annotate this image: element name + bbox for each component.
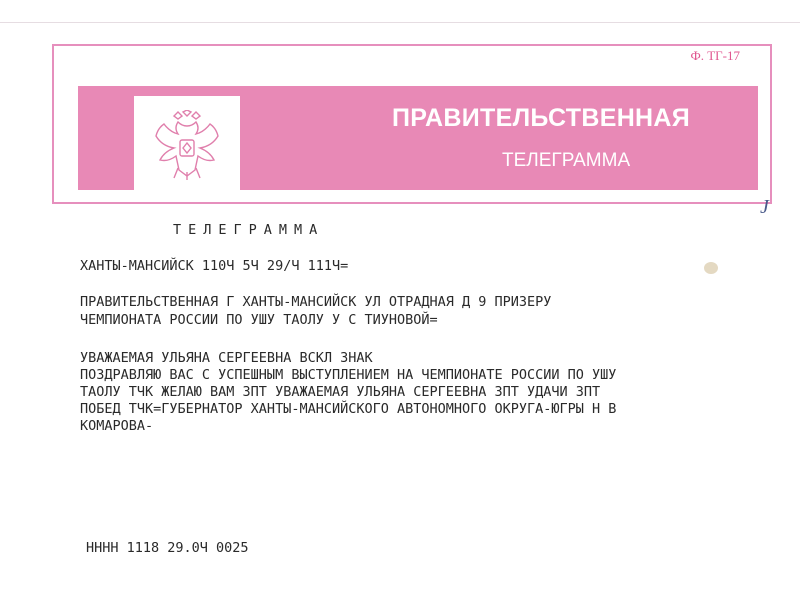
emblem-panel [134,96,240,194]
body-line: ПОЗДРАВЛЯЮ ВАС С УСПЕШНЫМ ВЫСТУПЛЕНИЕМ НА ЧЕМПИОНАТЕ РОССИИ ПО УШУ [80,367,617,383]
body-line: КОМАРОВА- [80,418,154,434]
banner-title: ПРАВИТЕЛЬСТВЕННАЯ [392,104,691,132]
footer-line: НННН 1118 29.0Ч 0025 [86,540,249,556]
origin-line: ХАНТЫ-МАНСИЙСК 110Ч 5Ч 29/Ч 111Ч= [80,258,349,274]
coat-of-arms-emblem-icon [152,110,222,182]
address-line: ПРАВИТЕЛЬСТВЕННАЯ Г ХАНТЫ-МАНСИЙСК УЛ ОТРАДНАЯ Д 9 ПРИЗЕРУ [80,294,552,310]
page-top-rule [0,22,800,23]
handwritten-mark: J [760,196,769,218]
body-line: ТАОЛУ ТЧК ЖЕЛАЮ ВАМ ЗПТ УВАЖАЕМАЯ УЛЬЯНА СЕРГЕЕВНА ЗПТ УДАЧИ ЗПТ [80,384,601,400]
body-line: ПОБЕД ТЧК=ГУБЕРНАТОР ХАНТЫ-МАНСИЙСКОГО АВТОНОМНОГО ОКРУГА-ЮГРЫ Н В [80,401,617,417]
banner-subtitle: ТЕЛЕГРАММА [502,150,631,171]
address-line: ЧЕМПИОНАТА РОССИИ ПО УШУ ТАОЛУ У С ТИУНОВОЙ= [80,312,438,328]
paper-smudge [704,262,718,274]
form-code: Ф. ТГ-17 [690,48,740,63]
body-line: УВАЖАЕМАЯ УЛЬЯНА СЕРГЕЕВНА ВСКЛ ЗНАК [80,350,373,366]
telegram-heading: ТЕЛЕГРАММА [173,222,325,238]
